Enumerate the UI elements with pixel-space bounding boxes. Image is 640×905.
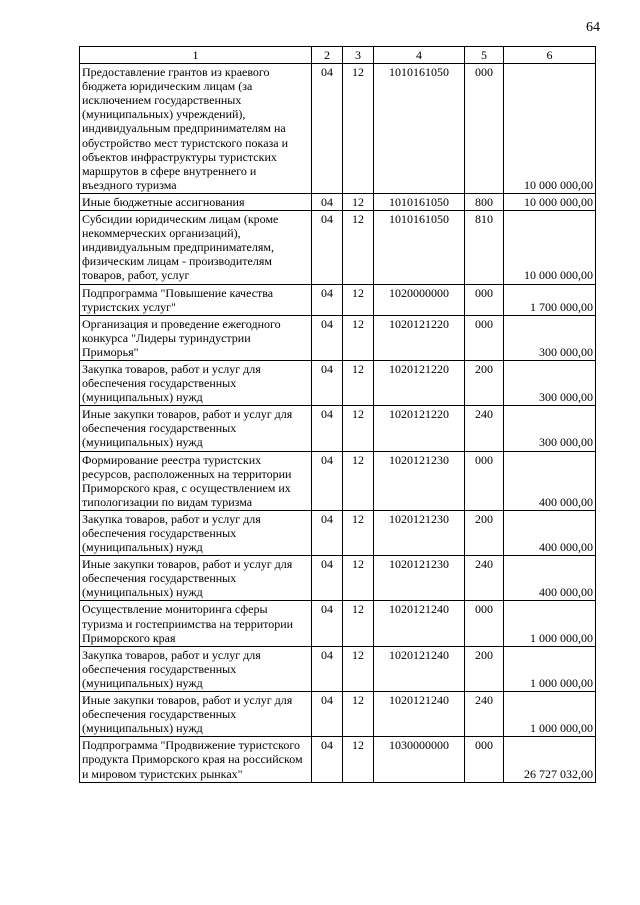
row-amount: 1 000 000,00: [504, 692, 596, 737]
row-expense-type-code: 000: [465, 284, 504, 315]
table-row: [80, 211, 596, 284]
header-cell-5: 5: [465, 47, 504, 64]
row-amount: 10 000 000,00: [504, 211, 596, 284]
header-cell-6: 6: [504, 47, 596, 64]
row-expense-type-code: 800: [465, 193, 504, 210]
row-amount: 1 000 000,00: [504, 601, 596, 646]
row-section-code: 04: [312, 284, 343, 315]
header-cell-2: 2: [312, 47, 343, 64]
row-section-code: 04: [312, 510, 343, 555]
row-expense-type-code: 240: [465, 692, 504, 737]
row-section-code: 04: [312, 451, 343, 510]
table-row: [80, 510, 596, 555]
header-cell-3: 3: [343, 47, 374, 64]
row-amount: 10 000 000,00: [504, 64, 596, 194]
table-row: [80, 451, 596, 510]
row-amount: 26 727 032,00: [504, 737, 596, 782]
row-target-code: 1020121230: [374, 451, 465, 510]
header-cell-4: 4: [374, 47, 465, 64]
row-target-code: 1020121220: [374, 315, 465, 360]
row-amount: 1 000 000,00: [504, 646, 596, 691]
row-name: Закупка товаров, работ и услуг для обеспечения государственных (муниципальных) нужд: [80, 510, 312, 555]
row-name: Осуществление мониторинга сферы туризма и гостеприимства на территории Приморского края: [80, 601, 312, 646]
row-target-code: 1010161050: [374, 211, 465, 284]
row-amount: 300 000,00: [504, 406, 596, 451]
row-expense-type-code: 000: [465, 315, 504, 360]
row-target-code: 1020121230: [374, 510, 465, 555]
table-row: [80, 692, 596, 737]
row-target-code: 1020121240: [374, 601, 465, 646]
row-section-code: 04: [312, 211, 343, 284]
row-section-code: 04: [312, 406, 343, 451]
row-name: Организация и проведение ежегодного конкурса "Лидеры туриндустрии Приморья": [80, 315, 312, 360]
table-row: [80, 193, 596, 210]
table-row: [80, 556, 596, 601]
row-name: Субсидии юридическим лицам (кроме некоммерческих организаций), индивидуальным предпринимателям, физическим лицам - производителям товаров, работ, услуг: [80, 211, 312, 284]
row-target-code: 1020121240: [374, 692, 465, 737]
row-expense-type-code: 200: [465, 646, 504, 691]
row-subsection-code: 12: [343, 284, 374, 315]
row-target-code: 1020121220: [374, 406, 465, 451]
row-subsection-code: 12: [343, 510, 374, 555]
row-expense-type-code: 000: [465, 601, 504, 646]
row-subsection-code: 12: [343, 646, 374, 691]
table-row: [80, 315, 596, 360]
row-section-code: 04: [312, 692, 343, 737]
row-section-code: 04: [312, 193, 343, 210]
row-name: Иные закупки товаров, работ и услуг для обеспечения государственных (муниципальных) нужд: [80, 556, 312, 601]
row-subsection-code: 12: [343, 406, 374, 451]
row-name: Подпрограмма "Повышение качества туристских услуг": [80, 284, 312, 315]
row-amount: 400 000,00: [504, 451, 596, 510]
table-row: [80, 406, 596, 451]
row-target-code: 1030000000: [374, 737, 465, 782]
row-target-code: 1020121230: [374, 556, 465, 601]
row-name: Закупка товаров, работ и услуг для обеспечения государственных (муниципальных) нужд: [80, 360, 312, 405]
row-target-code: 1020000000: [374, 284, 465, 315]
row-subsection-code: 12: [343, 451, 374, 510]
table-row: [80, 284, 596, 315]
table-header: [80, 47, 596, 64]
table-row: [80, 601, 596, 646]
row-target-code: 1010161050: [374, 64, 465, 194]
header-cell-1: 1: [80, 47, 312, 64]
row-section-code: 04: [312, 601, 343, 646]
row-expense-type-code: 810: [465, 211, 504, 284]
row-subsection-code: 12: [343, 211, 374, 284]
row-name: Предоставление грантов из краевого бюджета юридическим лицам (за исключением государственных (муниципальных) учреждений), индивидуальным предпринимателям на обустройство мест туристского показа и объектов инфраструктуры туристских маршрутов в сфере внутреннего и въездного туризма: [80, 64, 312, 194]
row-expense-type-code: 240: [465, 556, 504, 601]
table-body: [80, 64, 596, 783]
row-subsection-code: 12: [343, 601, 374, 646]
row-name: Закупка товаров, работ и услуг для обеспечения государственных (муниципальных) нужд: [80, 646, 312, 691]
row-expense-type-code: 200: [465, 510, 504, 555]
row-section-code: 04: [312, 315, 343, 360]
row-expense-type-code: 240: [465, 406, 504, 451]
row-subsection-code: 12: [343, 315, 374, 360]
row-name: Подпрограмма "Продвижение туристского продукта Приморского края на российском и мировом туристских рынках": [80, 737, 312, 782]
row-subsection-code: 12: [343, 737, 374, 782]
row-amount: 400 000,00: [504, 510, 596, 555]
row-section-code: 04: [312, 360, 343, 405]
row-expense-type-code: 200: [465, 360, 504, 405]
row-expense-type-code: 000: [465, 451, 504, 510]
row-amount: 10 000 000,00: [504, 193, 596, 210]
row-section-code: 04: [312, 64, 343, 194]
row-name: Иные бюджетные ассигнования: [80, 193, 312, 210]
row-section-code: 04: [312, 737, 343, 782]
header-row: [80, 47, 596, 64]
table-row: [80, 64, 596, 194]
row-section-code: 04: [312, 646, 343, 691]
row-subsection-code: 12: [343, 556, 374, 601]
row-name: Иные закупки товаров, работ и услуг для обеспечения государственных (муниципальных) нужд: [80, 406, 312, 451]
row-amount: 400 000,00: [504, 556, 596, 601]
row-section-code: 04: [312, 556, 343, 601]
row-amount: 300 000,00: [504, 315, 596, 360]
budget-table: [79, 46, 596, 783]
row-expense-type-code: 000: [465, 64, 504, 194]
row-name: Формирование реестра туристских ресурсов, расположенных на территории Приморского края, с осуществлением их типологизации по видам туризма: [80, 451, 312, 510]
row-target-code: 1010161050: [374, 193, 465, 210]
table-row: [80, 646, 596, 691]
row-subsection-code: 12: [343, 692, 374, 737]
row-subsection-code: 12: [343, 193, 374, 210]
row-amount: 1 700 000,00: [504, 284, 596, 315]
row-subsection-code: 12: [343, 360, 374, 405]
row-target-code: 1020121240: [374, 646, 465, 691]
row-name: Иные закупки товаров, работ и услуг для обеспечения государственных (муниципальных) нужд: [80, 692, 312, 737]
table-row: [80, 360, 596, 405]
page-number: 64: [586, 20, 600, 35]
row-target-code: 1020121220: [374, 360, 465, 405]
row-expense-type-code: 000: [465, 737, 504, 782]
row-amount: 300 000,00: [504, 360, 596, 405]
row-subsection-code: 12: [343, 64, 374, 194]
table-row: [80, 737, 596, 782]
